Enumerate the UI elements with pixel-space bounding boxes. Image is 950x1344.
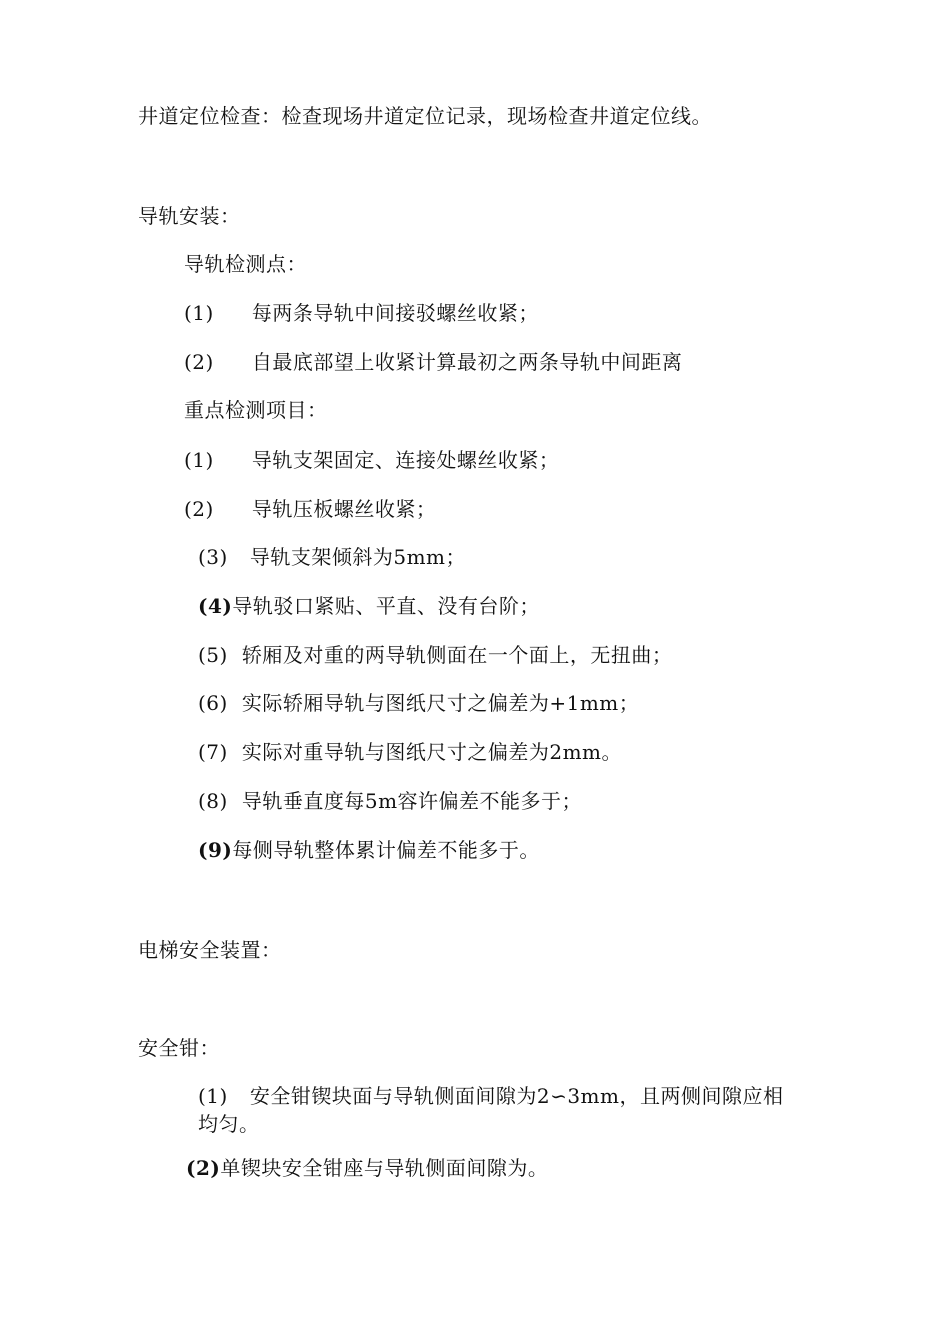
item-number: (5) (198, 643, 228, 667)
item-number: (3) (198, 545, 228, 569)
inspection-item (198, 740, 622, 764)
inspection-item (198, 838, 540, 862)
item-number: (1) (184, 448, 214, 472)
safety-gear-item (198, 1084, 783, 1108)
item-text: 导轨压板螺丝收紧； (251, 497, 437, 521)
inspection-item (184, 448, 559, 472)
item-text: 自最底部望上收紧计算最初之两条导轨中间距离 (251, 350, 683, 374)
item-text: 安全钳锲块面与导轨侧面间隙为2∽3mm，且两侧间隙应相 (249, 1084, 784, 1108)
item-text: 导轨垂直度每5m容许偏差不能多于； (241, 789, 583, 813)
item-text: 导轨驳口紧贴、平直、没有台阶； (232, 594, 540, 618)
key-inspection-subheading: 重点检测项目： (184, 398, 328, 422)
item-text: 实际对重导轨与图纸尺寸之偏差为2mm。 (241, 740, 622, 764)
inspection-item (184, 497, 436, 521)
inspection-item (198, 789, 582, 813)
item-text: 实际轿厢导轨与图纸尺寸之偏差为+1mm； (241, 691, 640, 715)
item-text: 单锲块安全钳座与导轨侧面间隙为。 (220, 1156, 549, 1180)
item-number: (2) (186, 1156, 221, 1180)
item-number: (4) (198, 594, 233, 618)
item-number: (8) (198, 789, 228, 813)
item-number: (2) (184, 350, 214, 374)
checkpoint-item (184, 301, 539, 325)
item-number: (1) (198, 1084, 228, 1108)
item-number: (9) (198, 838, 233, 862)
safety-gear-item (186, 1156, 548, 1180)
item-text: 导轨支架固定、连接处螺丝收紧； (251, 448, 560, 472)
guide-rail-checkpoints-subheading: 导轨检测点： (184, 252, 307, 276)
item-number: (7) (198, 740, 228, 764)
inspection-item (198, 643, 672, 667)
checkpoint-item (184, 350, 682, 374)
safety-gear-item-continuation: 均匀。 (198, 1112, 260, 1136)
item-number: (6) (198, 691, 228, 715)
inspection-item (198, 691, 639, 715)
item-text: 导轨支架倾斜为5mm； (249, 545, 466, 569)
guide-rail-installation-heading: 导轨安装： (138, 204, 241, 228)
item-text: 轿厢及对重的两导轨侧面在一个面上，无扭曲； (241, 643, 673, 667)
shaft-positioning-heading: 井道定位检查：检查现场井道定位记录，现场检查井道定位线。 (138, 104, 712, 128)
elevator-safety-devices-heading: 电梯安全装置： (138, 938, 282, 962)
safety-gear-heading: 安全钳： (138, 1036, 220, 1060)
inspection-item (198, 594, 540, 618)
inspection-item (198, 545, 466, 569)
item-number: (2) (184, 497, 214, 521)
item-text: 每两条导轨中间接驳螺丝收紧； (251, 301, 539, 325)
item-text: 每侧导轨整体累计偏差不能多于。 (232, 838, 540, 862)
item-number: (1) (184, 301, 214, 325)
